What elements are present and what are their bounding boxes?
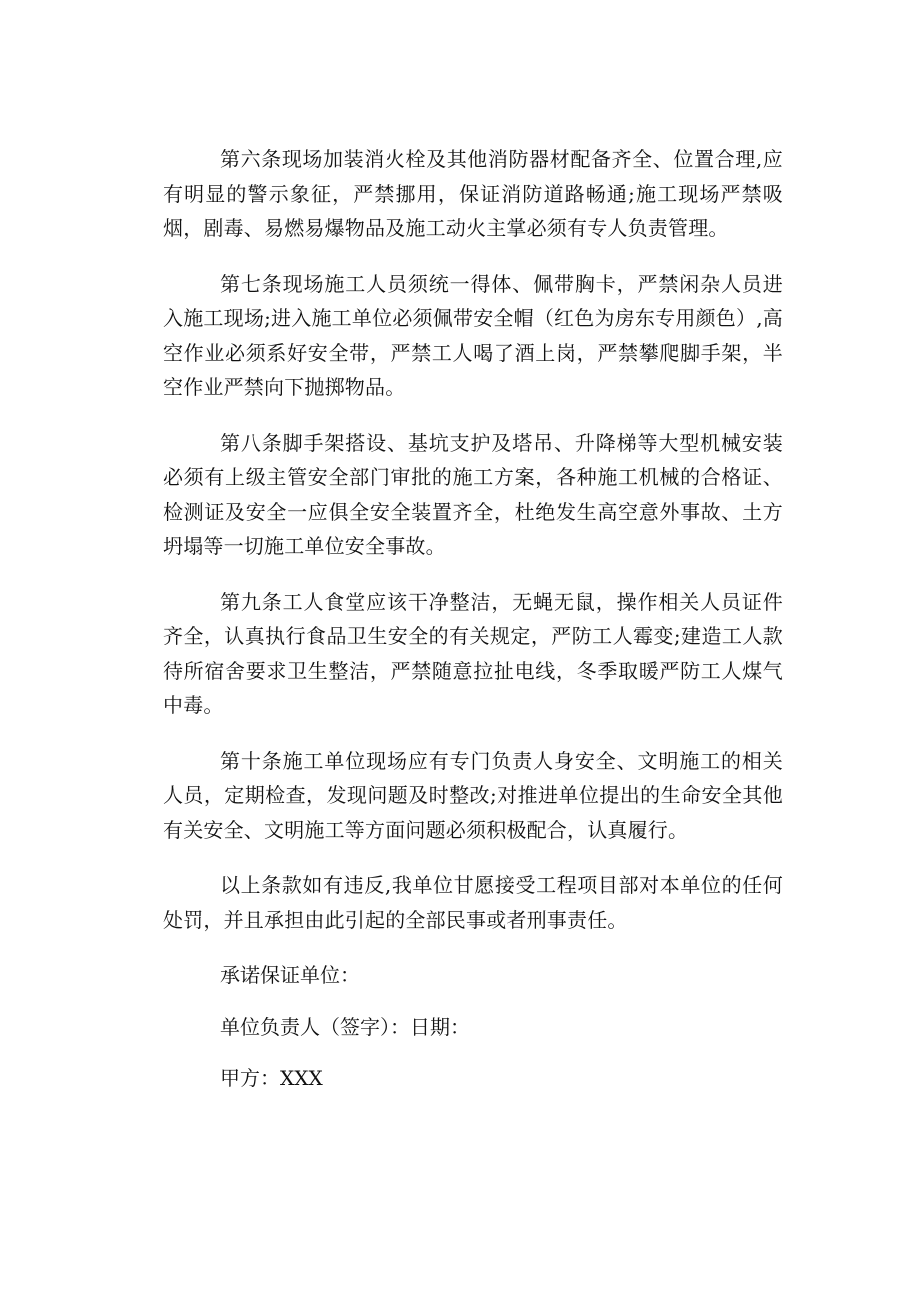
guarantor-unit-label: 承诺保证单位： — [220, 963, 360, 987]
violation-statement: 以上条款如有违反,我单位甘愿接受工程项目部对本单位的任何处罚，并且承担由此引起的全部民事或者刑事责任。 — [163, 873, 783, 932]
clause-10: 第十条施工单位现场应有专门负责人身安全、文明施工的相关人员，定期检查，发现问题及时整改;对推进单位提出的生命安全其他有关安全、文明施工等方面问题必须积极配合，认真履行。 — [163, 748, 783, 842]
responsible-signature-label: 单位负责人（签字）：日期： — [220, 1014, 470, 1039]
party-a-label: 甲方：XXX — [220, 1066, 323, 1090]
clause-6: 第六条现场加装消火栓及其他消防器材配备齐全、位置合理,应有明显的警示象征，严禁挪用，保证消防道路畅通;施工现场严禁吸烟，剧毒、易燃易爆物品及施工动火主掌必须有专人负责管理。 — [163, 147, 783, 240]
clause-9: 第九条工人食堂应该干净整洁，无蝇无鼠，操作相关人员证件齐全，认真执行食品卫生安全的有关规定，严防工人霉变;建造工人款待所宿舍要求卫生整洁，严禁随意拉扯电线，冬季取暖严防工人煤气中毒。 — [163, 589, 783, 717]
clause-7: 第七条现场施工人员须统一得体、佩带胸卡，严禁闲杂人员进入施工现场;进入施工单位必须佩带安全帽（红色为房东专用颜色）,高空作业必须系好安全带，严禁工人喝了酒上岗，严禁攀爬脚手架，半空作业严禁向下抛掷物品。 — [163, 271, 783, 399]
clause-8: 第八条脚手架搭设、基坑支护及塔吊、升降梯等大型机械安装必须有上级主管安全部门审批的施工方案，各种施工机械的合格证、检测证及安全一应俱全安全装置齐全，杜绝发生高空意外事故、土方坍塌等一切施工单位安全事故。 — [163, 430, 783, 558]
document-page — [163, 142, 783, 1096]
